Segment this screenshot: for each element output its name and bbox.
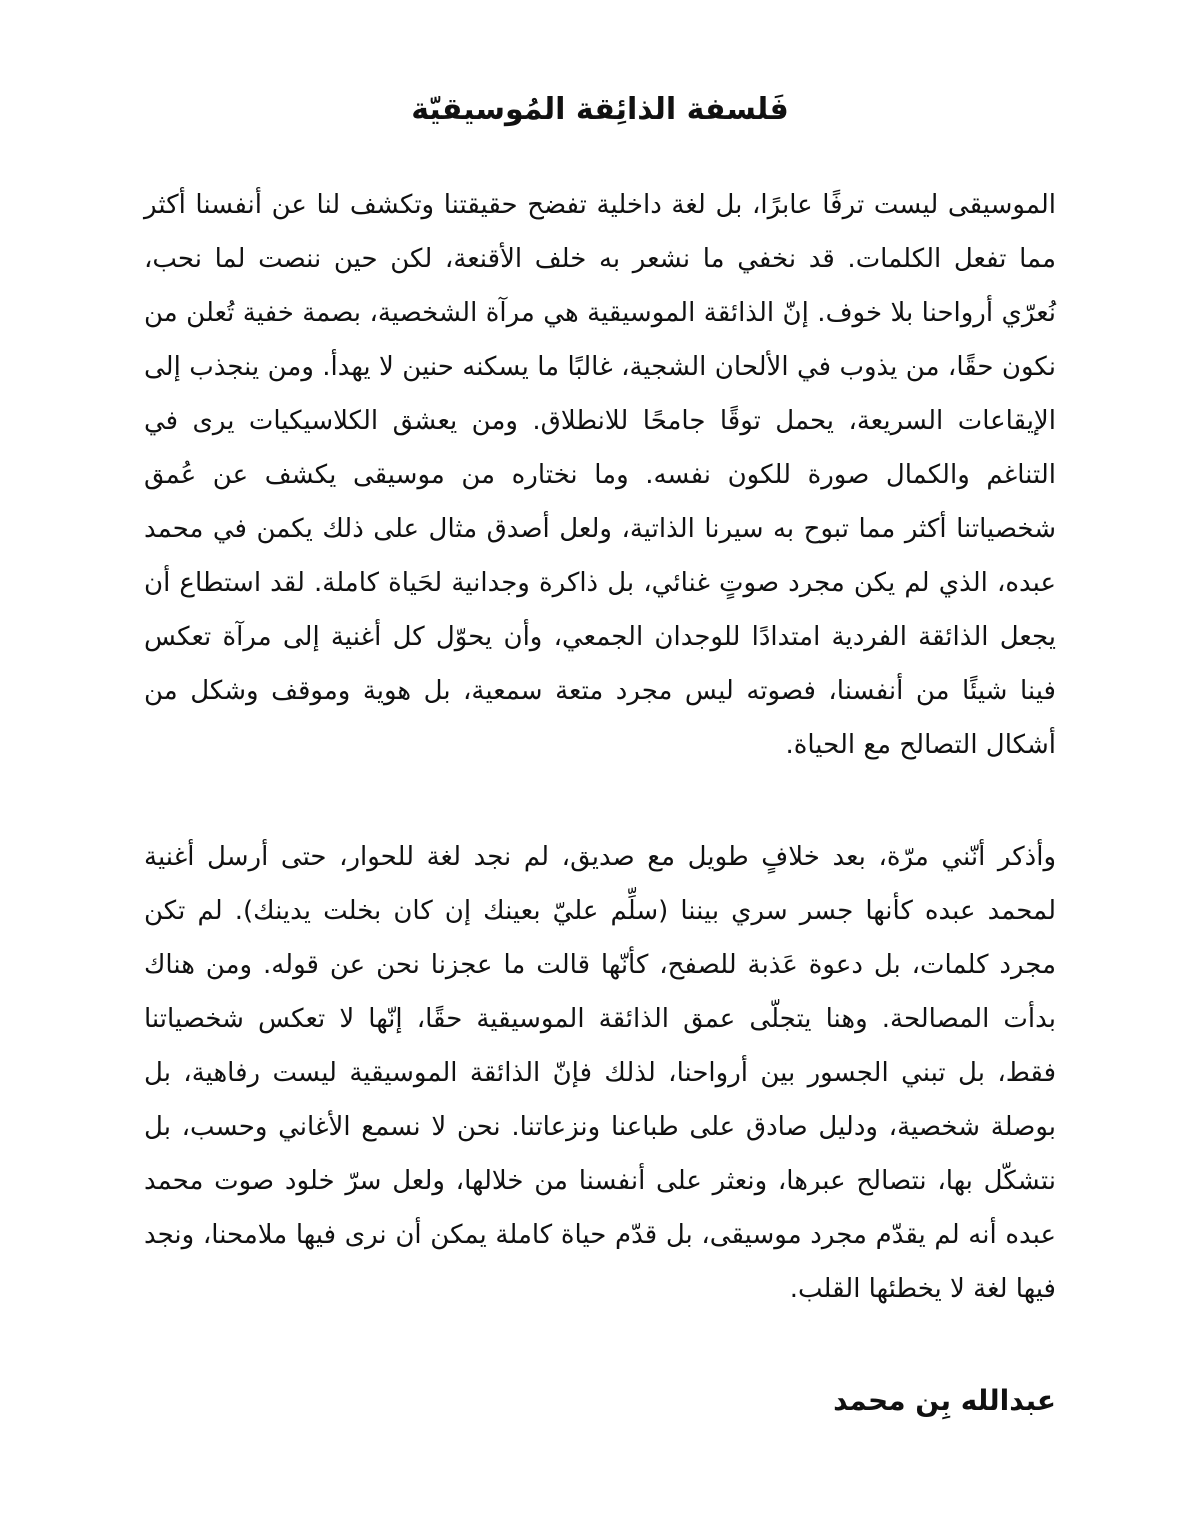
author-signature: عبدالله بِن محمد (833, 1384, 1056, 1417)
document-title: فَلسفة الذائِقة المُوسيقيّة (411, 92, 789, 127)
body-paragraph-1: الموسيقى ليست ترفًا عابرًا، بل لغة داخلية تفضح حقيقتنا وتكشف لنا عن أنفسنا أكثر مما تفعل الكلمات. قد نخفي ما نشعر به خلف الأقنعة، لكن حين ننصت لما نحب، نُعرّي أرواحنا بلا خوف. إنّ الذائقة الموسيقية هي مرآة الشخصية، بصمة خفية تُعلن من نكون حقًا، من يذوب في الألحان الشجية، غالبًا ما يسكنه حنين لا يهدأ. ومن ينجذب إلى الإيقاعات السريعة، يحمل توقًا جامحًا للانطلاق. ومن يعشق الكلاسيكيات يرى في التناغم والكمال صورة للكون نفسه. وما نختاره من موسيقى يكشف عن عُمق شخصياتنا أكثر مما تبوح به سيرنا الذاتية، ولعل أصدق مثال على ذلك يكمن في محمد عبده، الذي لم يكن مجرد صوتٍ غنائي، بل ذاكرة وجدانية لحَياة كاملة. لقد استطاع أن يجعل الذائقة الفردية امتدادًا للوجدان الجمعي، وأن يحوّل كل أغنية إلى مرآة تعكس فينا شيئًا من أنفسنا، فصوته ليس مجرد متعة سمعية، بل هوية وموقف وشكل من أشكال التصالح مع الحياة. (144, 190, 1056, 760)
body-paragraph-2: وأذكر أنّني مرّة، بعد خلافٍ طويل مع صديق، لم نجد لغة للحوار، حتى أرسل أغنية لمحمد عبده كأنها جسر سري بيننا (سلِّم عليّ بعينك إن كان بخلت يدينك). لم تكن مجرد كلمات، بل دعوة عَذبة للصفح، كأنّها قالت ما عجزنا نحن عن قوله. ومن هناك بدأت المصالحة. وهنا يتجلّى عمق الذائقة الموسيقية حقًا، إنّها لا تعكس شخصياتنا فقط، بل تبني الجسور بين أرواحنا، لذلك فإنّ الذائقة الموسيقية ليست رفاهية، بل بوصلة شخصية، ودليل صادق على طباعنا ونزعاتنا. نحن لا نسمع الأغاني وحسب، بل نتشكّل بها، نتصالح عبرها، ونعثر على أنفسنا من خلالها، ولعل سرّ خلود صوت محمد عبده أنه لم يقدّم مجرد موسيقى، بل قدّم حياة كاملة يمكن أن نرى فيها ملامحنا، ونجد فيها لغة لا يخطئها القلب. (144, 842, 1056, 1304)
